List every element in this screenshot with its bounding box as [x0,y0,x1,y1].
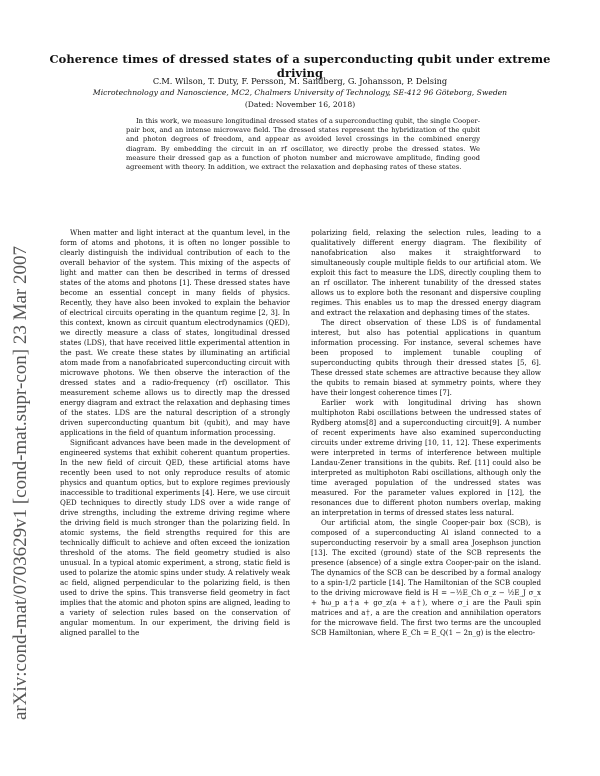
arxiv-identifier-stamp [8,20,32,740]
right-paragraph-3: Earlier work with longitudinal driving has shown multiphoton Rabi oscillations between the undressed states of Rydberg atoms[8] and a superconducting circuit[9]. A number of recent experiments have also examined superconducting circuits under extreme driving [10, 11, 12]. These experiments were interpreted in terms of interference between multiple Landau-Zener transitions in the qubits. Ref. [11] could also be interpreted as multiphoton Rabi oscillations, although only the time averaged population of the undressed states was measured. For the parameter values explored in [12], the resonances due to different photon numbers overlap, making an interpretation in terms of dressed states less natural. [311,398,541,517]
right-paragraph-4: Our artificial atom, the single Cooper-pair box (SCB), is composed of a superconducting Al island connected to a superconducting reservoir by a small area Josephson junction [13]. The excited (ground) state of the SCB represents the presence (absence) of a single extra Cooper-pair on the island. The dynamics of the SCB can be described by a formal analogy to a spin-1/2 particle [14]. The Hamiltonian of the SCB coupled to the driving microwave field is H = −½E_Ch σ_z − ½E_J σ_x + ħω_p a†a + gσ_z(a + a†), where σ_i are the Pauli spin matrices and a†, a are the creation and annihilation operators for the microwave field. The first two terms are the uncoupled SCB Hamiltonian, where E_Ch = E_Q(1 − 2n_g) is the electro- [311,518,541,637]
right-column [311,228,541,638]
paper-title: Coherence times of dressed states of a superconducting qubit under extreme driving [49,52,551,80]
affiliation: Microtechnology and Nanoscience, MC2, Chalmers University of Technology, SE-412 96 Göteborg, Sweden [92,88,508,97]
right-paragraph-2: The direct observation of these LDS is of fundamental interest, but also has potential applications in quantum information processing. For instance, several schemes have been proposed to implement tunable coupling of superconducting qubits through their dressed states [5, 6]. These dressed state schemes are attractive because they allow the qubits to remain biased at symmetry points, where they have their longest coherence times [7]. [311,318,541,397]
arxiv-stamp-text: arXiv:cond-mat/0703629v1 [cond-mat.supr-con] 23 Mar 2007 [10,246,31,720]
author-list: C.M. Wilson, T. Duty, F. Persson, M. Sandberg, G. Johansson, P. Delsing [152,76,448,86]
left-paragraph-1: When matter and light interact at the quantum level, in the form of atoms and photons, it is often no longer possible to clearly distinguish the individual contribution of each to the overall behavior of the system. This mixing of the aspects of light and matter can then be described in terms of dressed states of the atoms and photons [1]. These dressed states have become an essential concept in many fields of physics. Recently, they have also been invoked to explain the behavior of electrical circuits operating in the quantum regime [2, 3]. In this context, known as circuit quantum electrodynamics (QED), we directly measure a class of states, longitudinal dressed states (LDS), that have received little experimental attention in the past. We create these states by illuminating an artificial atom made from a nanofabricated superconducting circuit with microwave photons. We then observe the interaction of the dressed states and a radio-frequency (rf) oscillator. This measurement scheme allows us to directly map the dressed energy diagram and extract the relaxation and dephasing times of the states. LDS are the natural description of a strongly driven superconducting quantum bit (qubit), and may have applications in the field of quantum information processing. [60,228,290,437]
right-paragraph-1: polarizing field, relaxing the selection rules, leading to a qualitatively different energy diagram. The flexibility of nanofabrication also makes it straightforward to simultaneously couple multiple fields to our artificial atom. We exploit this fact to measure the LDS, directly coupling them to an rf oscillator. The inherent tunability of the dressed states allows us to explore both the resonant and dispersive coupling regimes. This enables us to map the dressed energy diagram and extract the relaxation and dephasing times of the states. [311,228,541,317]
left-paragraph-2: Significant advances have been made in the development of engineered systems that exhibit coherent quantum properties. In the new field of circuit QED, these artificial atoms have recently been used to not only reproduce results of atomic physics and quantum optics, but to explore regimes previously inaccessible to traditional experiments [4]. Here, we use circuit QED techniques to directly study LDS over a wide range of drive strengths, including the extreme driving regime where the driving field is much stronger than the polarizing field. In atomic systems, the field strengths required for this are technically difficult to achieve and often exceed the ionization threshold of the atoms. The field geometry studied is also unusual. In a typical atomic experiment, a strong, static field is used to polarize the atomic spins under study. A relatively weak ac field, aligned perpendicular to the polarizing field, is then used to drive the spins. This transverse field geometry in fact implies that the atomic and photon spins are aligned, leading to a variety of selection rules based on the conservation of angular momentum. In our experiment, the driving field is aligned parallel to the [60,438,290,637]
arxiv-stamp-svg [8,20,32,740]
date-line: (Dated: November 16, 2018) [244,100,356,109]
abstract: In this work, we measure longitudinal dressed states of a superconducting qubit, the single Cooper-pair box, and an intense microwave field. The dressed states represent the hybridization of the qubit and photon degrees of freedom, and appear as avoided level crossings in the combined energy diagram. By embedding the circuit in an rf oscillator, we directly probe the dressed states. We measure their dressed gap as a function of photon number and microwave amplitude, finding good agreement with theory. In addition, we extract the relaxation and dephasing rates of these states. [126,117,480,172]
left-column [60,228,290,638]
